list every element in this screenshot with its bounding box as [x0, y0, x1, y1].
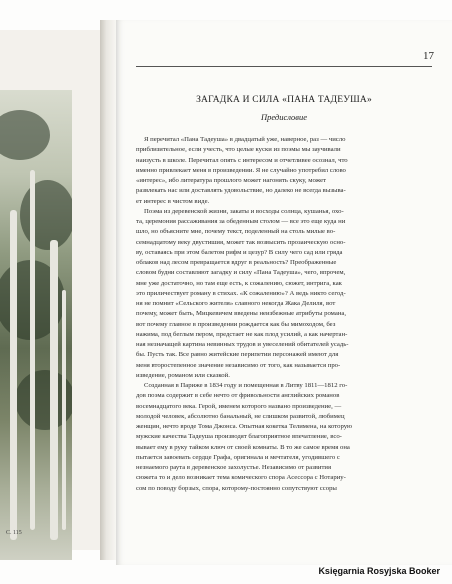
text-line: сюжета то и дело возникает тема комического спора Асессора с Нотариу-: [136, 474, 346, 482]
text-line: «интерес», ибо литература прошлого может нагонять скуку, может: [136, 177, 327, 184]
text-line: Поэма из деревенской жизни, закаты и восходы солнца, кушанья, охо-: [144, 207, 344, 215]
text-line: нажима, под беглым пером, предстает не как плод усилий, а как начертан-: [136, 330, 348, 338]
text-line: молодой человек, абсолютно банальный, не слишком развитой, любимец: [136, 412, 345, 420]
text-line: незнаемого раута в деревенское захолустье. Независимо от развития: [136, 464, 332, 471]
text-line: словом будни составляют загадку и силу «Пана Тадеуша», чего, впрочем,: [136, 269, 346, 277]
text-line: ву, оставаясь при этом балетом рифм и цезур? В силу чего сад или гряда: [136, 248, 343, 256]
text-line: приблизительное, если учесть, что целые куски из поэмы мы заучивали: [136, 146, 341, 154]
text-line: женщин, нечто вроде Тома Джонса. Опытная кокетка Телимена, на которую: [136, 423, 353, 430]
text-line: это приличествует роману в стихах. «К сожалению»? А ведь никто сегод-: [136, 289, 346, 297]
text-line: ня не помнит «Сельского жителя» славного некогда Жака Делиля, вот: [136, 300, 336, 307]
text-line: пытается завоевать сердце Графа, оригинала и мечтателя, угодившего с: [136, 453, 340, 461]
chapter-title: ЗАГАДКА И СИЛА «ПАНА ТАДЕУША»: [196, 95, 372, 105]
text-line: мужские качества Тадеуша производят благоприятное впечатление, всо-: [136, 433, 342, 441]
left-page-caption: С. 115: [6, 530, 22, 536]
text-line: мне уже достаточно, но там еще есть, к сожалению, сюжет, интрига, как: [136, 279, 342, 287]
text-line: ет интерес в чистом виде.: [136, 197, 210, 205]
text-line: облаков над лесом превращается вдруг в реальность? Преображенные: [136, 259, 337, 266]
left-page: [0, 30, 100, 550]
text-line: семнадцатому веку двустишия, может так возвысить прозаическую осно-: [136, 238, 346, 246]
text-line: Я перечитал «Пана Тадеуша» в двадцатый уже, наверное, раз — число: [144, 136, 346, 143]
text-line: меня второстепенное значение независимо от того, как называется про-: [136, 361, 341, 369]
text-line: дов поэма содержит в себе нечто от фривольности английских романов: [136, 392, 340, 400]
forest-illustration: [0, 90, 72, 560]
text-line: изведение, романом или сказкой.: [136, 371, 230, 379]
text-line: шло, но объясните мне, почему текст, поделенный на столь милые во-: [136, 228, 336, 236]
text-line: ная незначащей картина невинных трудов и увеселений обитателей усадь-: [136, 341, 349, 348]
right-page: [116, 20, 452, 565]
page-number: 17: [423, 50, 434, 62]
text-line: наизусть в школе. Перечитал опять с интересом и отчетливее осознал, что: [136, 156, 348, 164]
body-text: [136, 135, 430, 494]
text-line: именно привлекает меня в произведении. Я не случайно употребил слово: [136, 166, 346, 174]
text-line: почему, может быть, Мицкевичем введены неизбежные атрибуты романа,: [136, 310, 347, 318]
chapter-subtitle: Предисловие: [260, 112, 308, 122]
text-line: вывает ему в руку тайком ключ от своей комнаты. В то же самое время она: [136, 443, 350, 451]
text-line: вот почему главное в произведении рождается как бы мимоходом, без: [136, 320, 336, 328]
text-line: развлекать нас или доставлять удовольствие, но далеко не всегда вызыва-: [136, 187, 346, 195]
text-line: бы. Пусть так. Все равно житейские перипетии персонажей имеют для: [136, 351, 339, 359]
text-line: та, церемония рассаживания за обеденным столом — все это еще куда ни: [136, 218, 346, 225]
header-rule: [136, 66, 432, 67]
text-line: восемнадцатого века. Герой, именем которого названо произведение, —: [136, 402, 342, 410]
text-line: сом по поводу борзых, спора, которому-постоянно сопутствуют ссоры: [136, 484, 337, 492]
book-gutter: [100, 20, 116, 560]
watermark: Księgarnia Rosyjska Booker: [318, 566, 440, 576]
text-line: Созданная в Париже в 1834 году и помещенная в Литву 1811—1812 го-: [144, 382, 348, 389]
